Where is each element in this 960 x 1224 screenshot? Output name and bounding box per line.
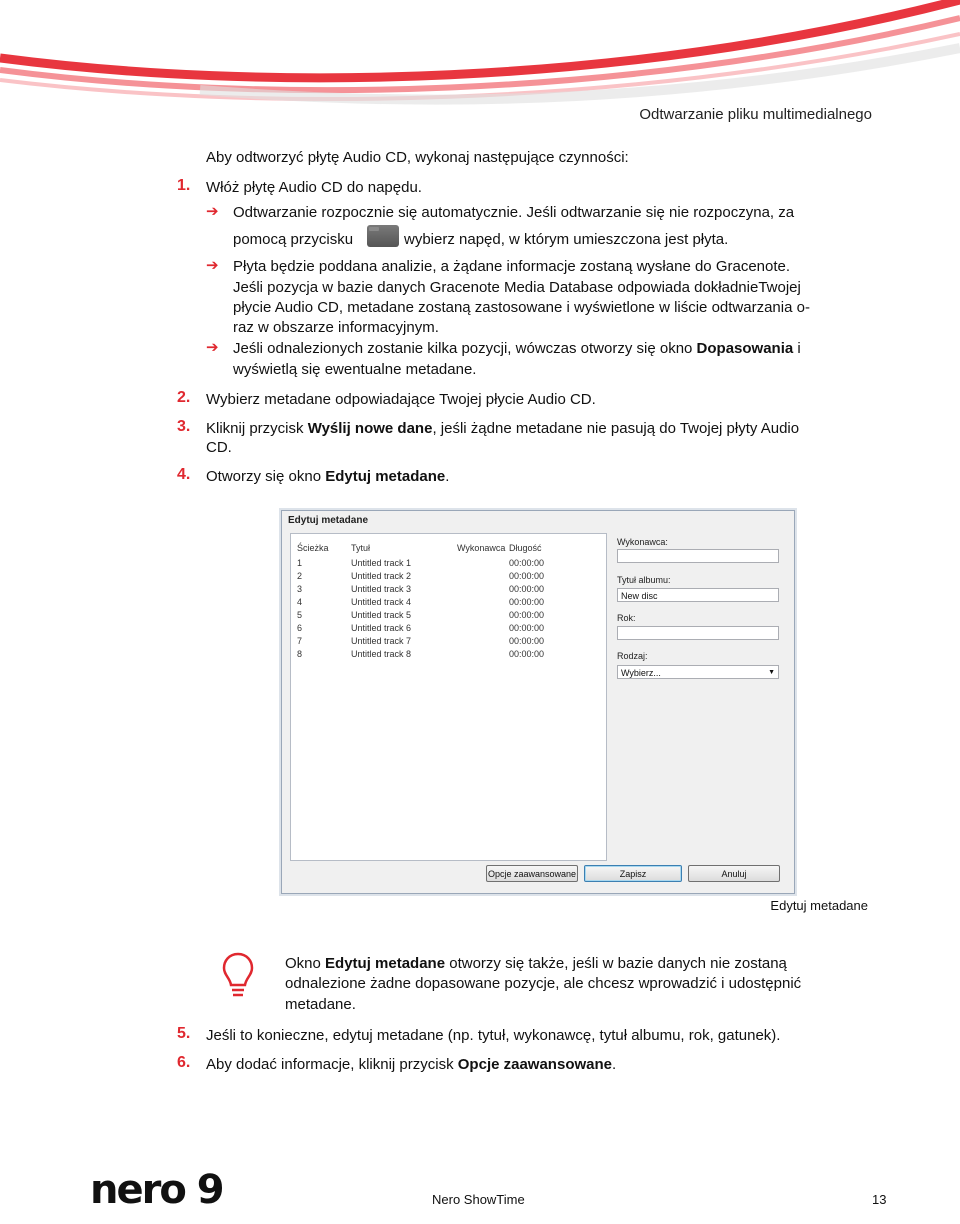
- album-title-label: Tytuł albumu:: [617, 575, 671, 585]
- step-3-number: 3.: [177, 418, 191, 435]
- arrow-2-line-2: Jeśli pozycja w bazie danych Gracenote Media Database odpowiada dokładnieTwojej: [233, 279, 801, 296]
- header-swoosh-decoration: [0, 0, 960, 110]
- step-5-number: 5.: [177, 1025, 191, 1042]
- album-title-input[interactable]: New disc: [617, 588, 779, 602]
- track-list[interactable]: [290, 533, 607, 861]
- genre-dropdown[interactable]: [617, 665, 779, 679]
- genre-selected-value: Wybierz...: [621, 668, 661, 678]
- arrow-2-line-3: płycie Audio CD, metadane zostaną zastosowane i wyświetlone w liście odtwarzania o-: [233, 299, 810, 316]
- nero-logo: nero 9: [90, 1167, 223, 1213]
- step-1-text: Włóż płytę Audio CD do napędu.: [206, 179, 422, 196]
- arrow-1-line-1: Odtwarzanie rozpocznie się automatycznie. Jeśli odtwarzanie się nie rozpoczyna, za: [233, 204, 795, 221]
- cancel-button[interactable]: Anuluj: [688, 865, 780, 882]
- tip-line-2: odnalezione żadne dopasowane pozycje, ale chcesz wprowadzić i udostępnić: [285, 975, 802, 992]
- tip-line-3: metadane.: [285, 996, 356, 1013]
- track-row[interactable]: 8 Untitled track 8 00:00:00: [297, 649, 545, 659]
- column-header-length[interactable]: Długość: [509, 543, 542, 553]
- arrow-icon: ➔: [206, 339, 219, 356]
- step-5-text: Jeśli to konieczne, edytuj metadane (np. tytuł, wykonawcę, tytuł albumu, rok, gatunek).: [206, 1027, 781, 1044]
- track-row[interactable]: 4 Untitled track 4 00:00:00: [297, 597, 545, 607]
- artist-input[interactable]: [617, 549, 779, 563]
- track-row[interactable]: 3 Untitled track 3 00:00:00: [297, 584, 545, 594]
- arrow-1-line-2b: wybierz napęd, w którym umieszczona jest płyta.: [404, 231, 729, 248]
- track-row[interactable]: 6 Untitled track 6 00:00:00: [297, 623, 545, 633]
- arrow-2-line-1: Płyta będzie poddana analizie, a żądane informacje zostaną wysłane do Gracenote.: [233, 258, 791, 275]
- header-title: Odtwarzanie pliku multimedialnego: [639, 106, 872, 123]
- column-header-artist[interactable]: Wykonawca: [457, 543, 506, 553]
- step-6-text: Aby dodać informacje, kliknij przycisk Opcje zaawansowane.: [206, 1056, 617, 1073]
- step-6-number: 6.: [177, 1054, 191, 1071]
- intro-text: Aby odtworzyć płytę Audio CD, wykonaj następujące czynności:: [206, 149, 629, 166]
- footer-page-number: 13: [872, 1192, 887, 1207]
- tip-line-1: Okno Edytuj metadane otworzy się także, jeśli w bazie danych nie zostaną: [285, 955, 787, 972]
- genre-label: Rodzaj:: [617, 651, 648, 661]
- step-1-number: 1.: [177, 177, 191, 194]
- track-row[interactable]: 7 Untitled track 7 00:00:00: [297, 636, 545, 646]
- arrow-icon: ➔: [206, 203, 219, 220]
- step-2-text: Wybierz metadane odpowiadające Twojej płycie Audio CD.: [206, 391, 596, 408]
- artist-label: Wykonawca:: [617, 537, 668, 547]
- step-3-text-line-2: CD.: [206, 439, 232, 456]
- year-input[interactable]: [617, 626, 779, 640]
- advanced-options-button[interactable]: Opcje zaawansowane: [486, 865, 578, 882]
- track-row[interactable]: 2 Untitled track 2 00:00:00: [297, 571, 545, 581]
- footer-product: Nero ShowTime: [432, 1192, 525, 1207]
- track-row[interactable]: 5 Untitled track 5 00:00:00: [297, 610, 545, 620]
- save-button[interactable]: Zapisz: [584, 865, 682, 882]
- column-header-track[interactable]: Ścieżka: [297, 543, 329, 553]
- step-3-text: Kliknij przycisk Wyślij nowe dane, jeśli żądne metadane nie pasują do Twojej płyty Audio: [206, 420, 800, 437]
- year-label: Rok:: [617, 613, 636, 623]
- step-4-number: 4.: [177, 466, 191, 483]
- figure-caption: Edytuj metadane: [770, 898, 868, 913]
- arrow-2-line-4: raz w obszarze informacyjnym.: [233, 319, 439, 336]
- step-4-text: Otworzy się okno Edytuj metadane.: [206, 468, 450, 485]
- track-row[interactable]: 1 Untitled track 1 00:00:00: [297, 558, 545, 568]
- dialog-title: Edytuj metadane: [288, 515, 369, 526]
- folder-button-icon: [367, 225, 399, 247]
- arrow-1-line-2a: pomocą przycisku: [233, 231, 354, 248]
- column-header-title[interactable]: Tytuł: [351, 543, 371, 553]
- lightbulb-icon: [220, 950, 256, 1002]
- arrow-icon: ➔: [206, 257, 219, 274]
- chevron-down-icon: ▼: [768, 669, 775, 676]
- arrow-3-line-2: wyświetlą się ewentualne metadane.: [233, 361, 477, 378]
- arrow-3-line-1: Jeśli odnalezionych zostanie kilka pozycji, wówczas otworzy się okno Dopasowania i: [233, 340, 801, 357]
- edit-metadata-dialog: [281, 510, 795, 894]
- step-2-number: 2.: [177, 389, 191, 406]
